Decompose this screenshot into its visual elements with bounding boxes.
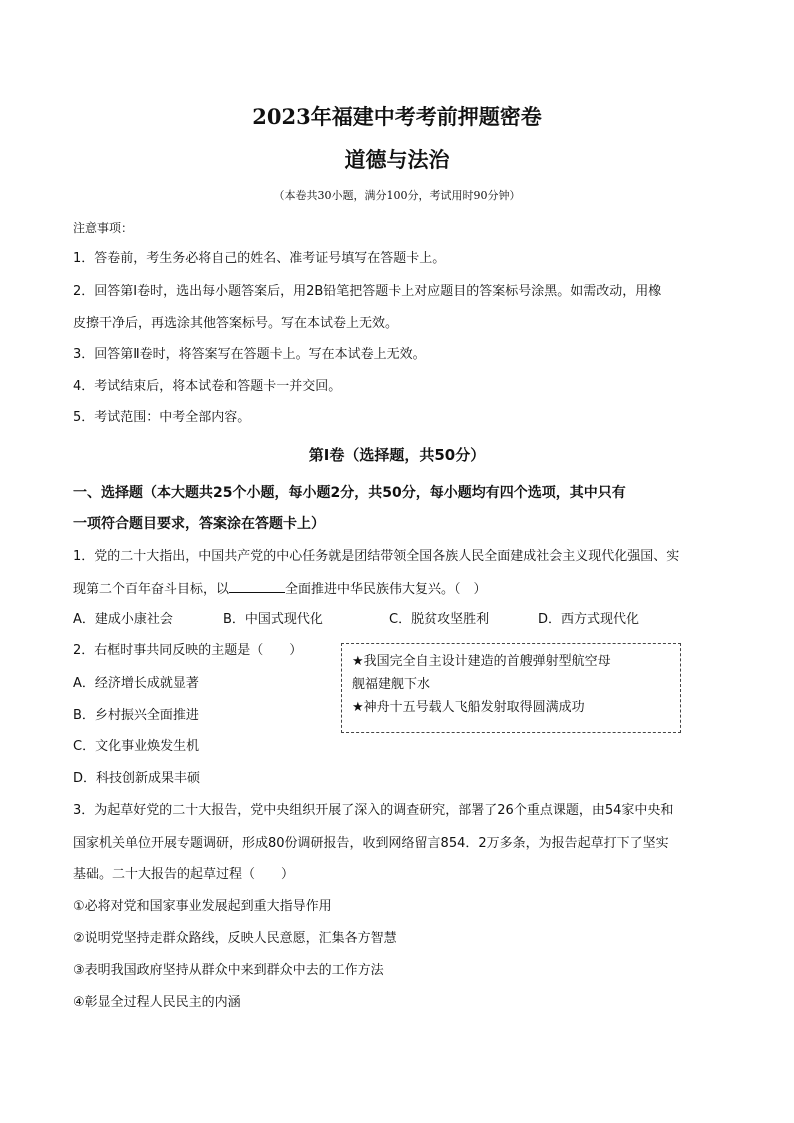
q1-text-pre: 现第二个百年奋斗目标，以 (73, 582, 230, 597)
notice-heading: 注意事项： (73, 221, 134, 235)
section-title: 第Ⅰ卷（选择题，共50分） (308, 446, 486, 464)
option-a: A．经济增长成就显著 (73, 676, 199, 691)
box-line: ★我国完全自主设计建造的首艘弹射型航空母 (352, 654, 611, 669)
exam-note: （本卷共30小题，满分100分，考试用时90分钟） (273, 189, 521, 202)
q3-stem: 国家机关单位开展专题调研，形成80份调研报告，收到网络留言854．2万多条，为报告起草打下了坚实 (73, 836, 669, 851)
q2-stem: 2．右框时事共同反映的主题是（ ） (73, 643, 303, 658)
notice-item: 皮擦干净后，再选涂其他答案标号。写在本试卷上无效。 (73, 316, 399, 331)
q3-item: ④彰显全过程人民民主的内涵 (73, 995, 241, 1010)
box-line: 舰福建舰下水 (352, 677, 431, 692)
current-events-box (341, 643, 681, 733)
q1-options (73, 611, 639, 629)
notice-item: 2．回答第Ⅰ卷时，选出每小题答案后，用2B铅笔把答题卡上对应题目的答案标号涂黑。如需改动，用橡 (73, 284, 662, 299)
subject-title: 道德与法治 (344, 147, 450, 172)
box-line: ★神舟十五号载人飞船发射取得圆满成功 (352, 700, 585, 715)
q3-item: ③表明我国政府坚持从群众中来到群众中去的工作方法 (73, 963, 384, 978)
q3-item: ①必将对党和国家事业发展起到重大指导作用 (73, 899, 332, 914)
notice-item: 3．回答第Ⅱ卷时，将答案写在答题卡上。写在本试卷上无效。 (73, 347, 426, 362)
notice-item: 5．考试范围：中考全部内容。 (73, 410, 251, 425)
q1-stem: 1．党的二十大指出，中国共产党的中心任务就是团结带领全国各族人民全面建成社会主义现代化强国、实 (73, 549, 680, 564)
section-instruction: 一项符合题目要求，答案涂在答题卡上） (73, 516, 325, 532)
option-c: C．脱贫攻坚胜利 (389, 612, 490, 627)
q1-text-post: 全面推进中华民族伟大复兴。（ ） (285, 582, 487, 597)
q3-item: ②说明党坚持走群众路线，反映人民意愿，汇集各方智慧 (73, 931, 397, 946)
exam-title: 2023年福建中考考前押题密卷 (252, 104, 542, 129)
q1-stem-line2 (73, 580, 487, 599)
answer-blank (229, 580, 285, 593)
option-a: A．建成小康社会 (73, 612, 173, 627)
q3-stem: 基础。二十大报告的起草过程（ ） (73, 867, 295, 882)
notice-item: 4．考试结束后，将本试卷和答题卡一并交回。 (73, 379, 342, 394)
q3-stem: 3．为起草好党的二十大报告，党中央组织开展了深入的调查研究，部署了26个重点课题，由54家中央和 (73, 803, 674, 818)
option-b: B．中国式现代化 (223, 612, 323, 627)
option-b: B．乡村振兴全面推进 (73, 708, 199, 723)
option-d: D．西方式现代化 (538, 612, 640, 627)
section-instruction: 一、选择题（本大题共25个小题，每小题2分，共50分，每小题均有四个选项，其中只有 (73, 485, 626, 501)
option-d: D．科技创新成果丰硕 (73, 771, 201, 786)
option-c: C．文化事业焕发生机 (73, 739, 200, 754)
notice-item: 1．答卷前，考生务必将自己的姓名、准考证号填写在答题卡上。 (73, 251, 446, 266)
